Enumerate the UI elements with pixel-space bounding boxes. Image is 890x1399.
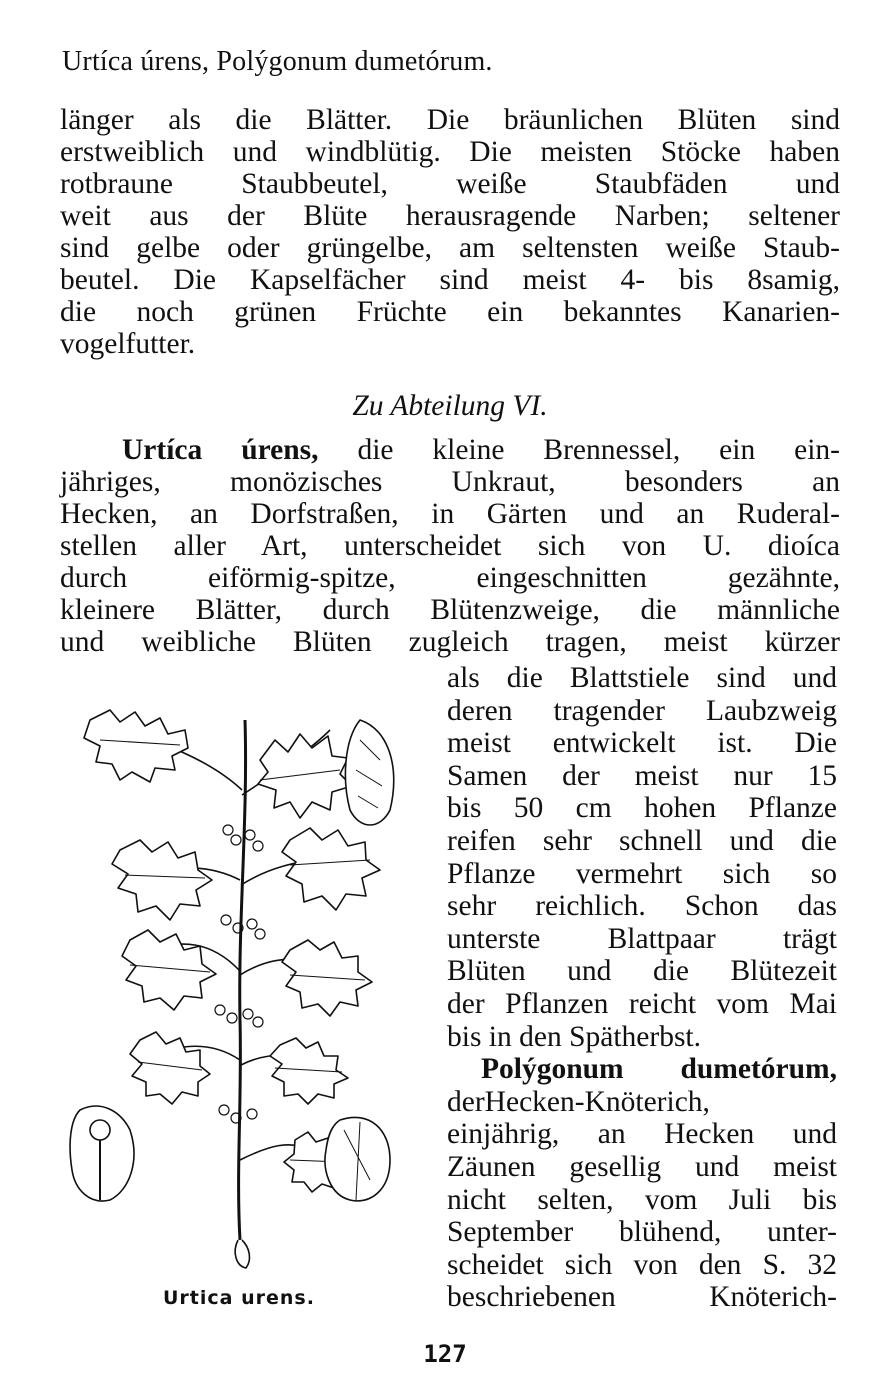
text-line: sind gelbe oder grüngelbe, am seltensten weiße Staub- (60, 232, 840, 264)
text-line: derHecken-Knöterich, (447, 1085, 710, 1118)
text-line: reifen sehr schnell und die (447, 824, 837, 857)
text-line (447, 1053, 837, 1086)
text-line: bis in den Spätherbst. (447, 1020, 702, 1053)
text-line: länger als die Blätter. Die bräunlichen Blüten sind (60, 104, 840, 136)
text-line: einjährig, an Hecken und (447, 1118, 837, 1151)
text-line: der Pflanzen reicht vom Mai (447, 987, 837, 1020)
species-term: Urtíca úrens, (122, 434, 319, 466)
text-line: die noch grünen Früchte ein bekanntes Kanarien- (60, 296, 840, 328)
right-text-column (447, 662, 837, 1314)
text-line: bis 50 cm hohen Pflanze (447, 792, 837, 825)
text-line: meist entwickelt ist. Die (447, 727, 837, 760)
text-line: deren tragender Laubzweig (447, 694, 837, 727)
text-line: Samen der meist nur 15 (447, 759, 837, 792)
figure-caption: Urtica urens. (163, 1287, 315, 1309)
text-line: beutel. Die Kapselfächer sind meist 4- bis 8samig, (60, 264, 840, 296)
section-heading: Zu Abteilung VI. (352, 390, 548, 422)
text-line: beschriebenen Knöterich- (447, 1281, 837, 1314)
text-line: nicht selten, vom Juli bis (447, 1183, 837, 1216)
text-line: vogelfutter. (60, 328, 196, 360)
paragraph-urtica (60, 434, 840, 658)
text-line (60, 434, 840, 466)
text-line: September blühend, unter- (447, 1216, 837, 1249)
page-number: 127 (423, 1340, 467, 1368)
text-line: rotbraune Staubbeutel, weiße Staubfäden und (60, 168, 840, 200)
text-line: stellen aller Art, unterscheidet sich von U. dioíca (60, 530, 840, 562)
species-term: Polýgonum dumetórum, (481, 1053, 837, 1086)
text-line: als die Blattstiele sind und (447, 662, 837, 694)
text-line: durch eiförmig-spitze, eingeschnitten gezähnte, (60, 562, 840, 594)
text-line: weit aus der Blüte herausragende Narben; seltener (60, 200, 840, 232)
text-line: Zäunen gesellig und meist (447, 1150, 837, 1183)
text-line: scheidet sich von den S. 32 (447, 1248, 837, 1281)
text-line: Pflanze vermehrt sich so (447, 857, 837, 890)
paragraph-continued (60, 104, 840, 360)
text-line: erstweiblich und windblütig. Die meisten Stöcke haben (60, 136, 840, 168)
text-span: die kleine Brennessel, ein ein- (357, 434, 840, 466)
nettle-illustration (60, 700, 420, 1280)
text-line: Blüten und die Blütezeit (447, 955, 837, 988)
text-line: kleinere Blätter, durch Blütenzweige, die männliche (60, 594, 840, 626)
text-line: unterste Blattpaar trägt (447, 922, 837, 955)
section-heading-block (60, 390, 840, 422)
text-line: jähriges, monözisches Unkraut, besonders an (60, 466, 840, 498)
running-header: Urtíca úrens, Polýgonum dumetórum. (62, 46, 493, 77)
text-line: und weibliche Blüten zugleich tragen, meist kürzer (60, 626, 840, 658)
text-line: Hecken, an Dorfstraßen, in Gärten und an Ruderal- (60, 498, 840, 530)
text-line: sehr reichlich. Schon das (447, 890, 837, 923)
